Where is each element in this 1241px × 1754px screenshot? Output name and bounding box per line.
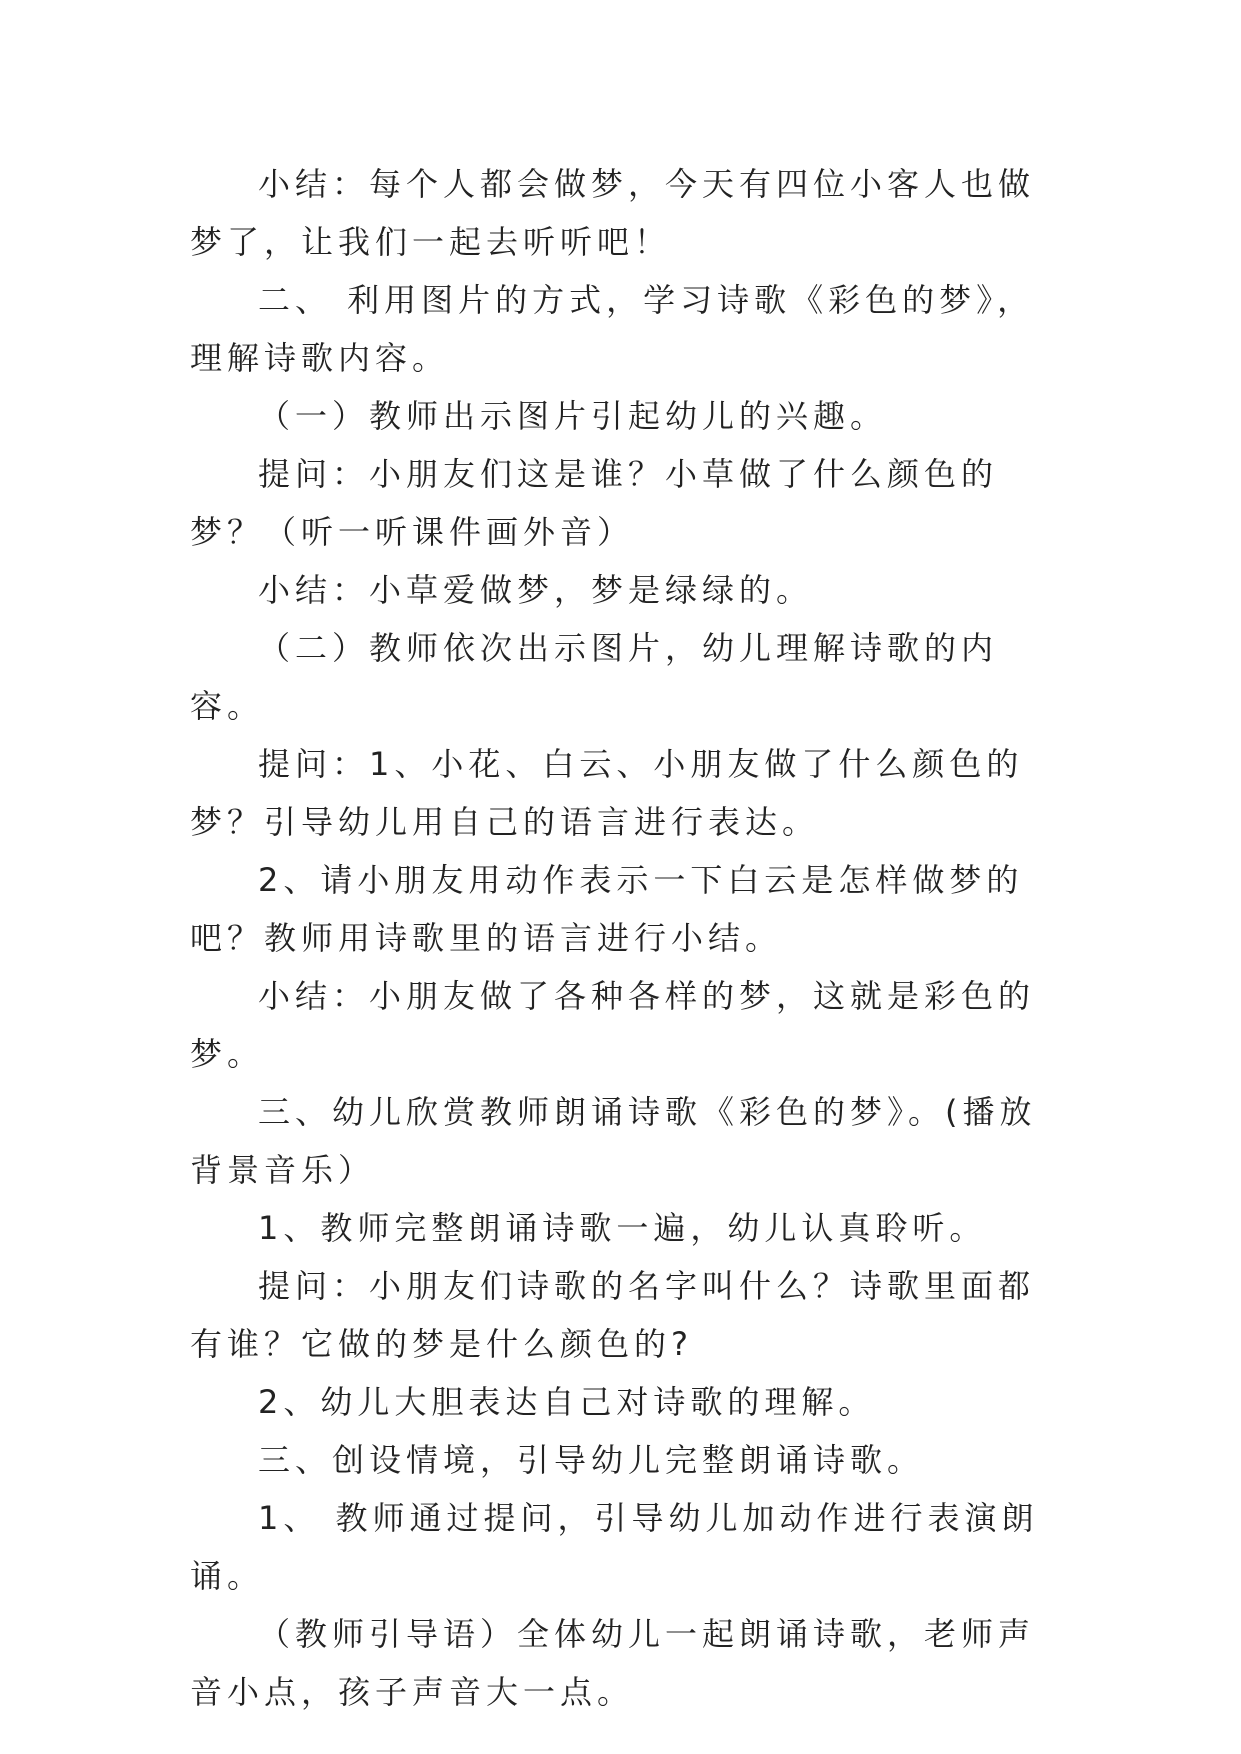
paragraph-16: （教师引导语）全体幼儿一起朗诵诗歌，老师声音小点，孩子声音大一点。 [190,1615,1036,1711]
paragraph-3: （一）教师出示图片引起幼儿的兴趣。 [258,397,888,435]
paragraph-9: 小结：小朋友做了各种各样的梦，这就是彩色的梦。 [190,977,1036,1073]
paragraph-12: 提问：小朋友们诗歌的名字叫什么？诗歌里面都有谁？它做的梦是什么颜色的? [190,1267,1036,1363]
paragraph-6: （二）教师依次出示图片，幼儿理解诗歌的内容。 [190,629,999,725]
paragraph-8: 2、请小朋友用动作表示一下白云是怎样做梦的吧？教师用诗歌里的语言进行小结。 [190,861,1024,957]
paragraph-14: 三、创设情境，引导幼儿完整朗诵诗歌。 [258,1441,925,1479]
paragraph-5: 小结：小草爱做梦，梦是绿绿的。 [258,571,814,609]
paragraph-2: 二、 利用图片的方式，学习诗歌《彩色的梦》，理解诗歌内容。 [190,281,1035,377]
document-body [190,155,1070,1721]
paragraph-15: 1、 教师通过提问，引导幼儿加动作进行表演朗诵。 [190,1499,1039,1595]
paragraph-10: 三、幼儿欣赏教师朗诵诗歌《彩色的梦》。(播放背景音乐） [190,1093,1037,1189]
paragraph-1: 小结：每个人都会做梦，今天有四位小客人也做梦了，让我们一起去听听吧！ [190,165,1036,261]
paragraph-7: 提问：1、小花、白云、小朋友做了什么颜色的梦？引导幼儿用自己的语言进行表达。 [190,745,1024,841]
paragraph-13: 2、幼儿大胆表达自己对诗歌的理解。 [258,1383,876,1421]
paragraph-4: 提问：小朋友们这是谁？小草做了什么颜色的梦？（听一听课件画外音） [190,455,999,551]
paragraph-11: 1、教师完整朗诵诗歌一遍，幼儿认真聆听。 [258,1209,987,1247]
